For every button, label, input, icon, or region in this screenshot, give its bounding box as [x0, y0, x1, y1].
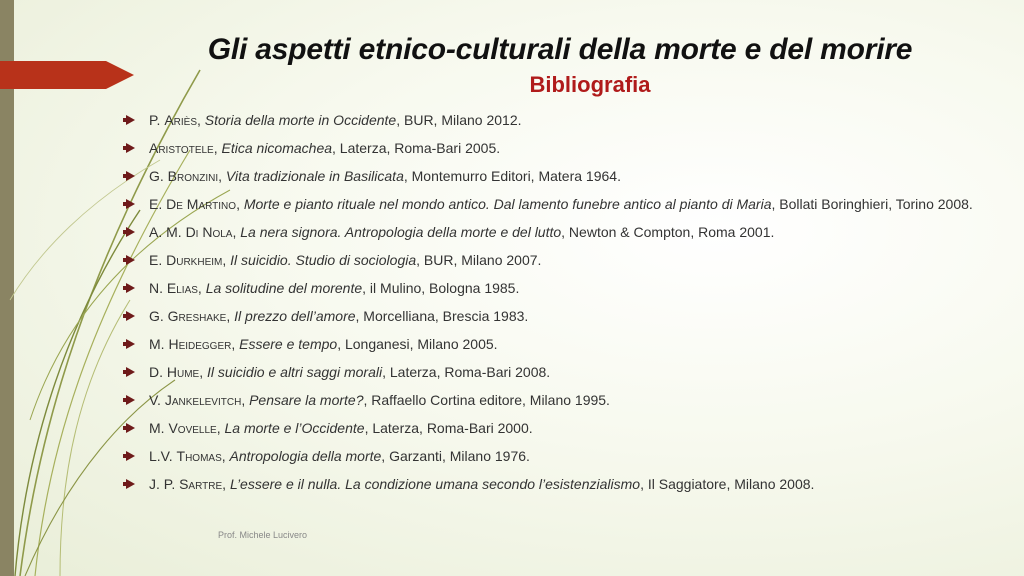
- list-item: L.V. Thomas, Antropologia della morte, Garzanti, Milano 1976.: [122, 447, 1002, 466]
- author-name: Heidegger: [168, 336, 232, 352]
- book-title: Etica nicomachea: [221, 140, 333, 156]
- list-item: D. Hume, Il suicidio e altri saggi morali, Laterza, Roma-Bari 2008.: [122, 363, 1002, 382]
- arrow-bullet-icon: [126, 423, 135, 433]
- book-title: Antropologia della morte: [229, 448, 382, 464]
- slide-title: Gli aspetti etnico-culturali della morte e del morire: [207, 33, 913, 66]
- arrow-bullet-icon: [126, 311, 135, 321]
- author-name: Thomas: [176, 448, 222, 464]
- list-item: E. Durkheim, Il suicidio. Studio di sociologia, BUR, Milano 2007.: [122, 251, 1002, 270]
- arrow-bullet-icon: [126, 339, 135, 349]
- arrow-bullet-icon: [126, 143, 135, 153]
- arrow-bullet-icon: [126, 367, 135, 377]
- list-item: V. Jankelevitch, Pensare la morte?, Raffaello Cortina editore, Milano 1995.: [122, 391, 1002, 410]
- title-arrow-shape: [0, 0, 140, 90]
- book-title: Storia della morte in Occidente: [204, 112, 397, 128]
- book-title: La solitudine del morente: [205, 280, 363, 296]
- list-item: P. Ariès, Storia della morte in Occidente, BUR, Milano 2012.: [122, 111, 1002, 130]
- book-title: Pensare la morte?: [249, 392, 364, 408]
- list-item: A. M. Di Nola, La nera signora. Antropologia della morte e del lutto, Newton & Compton, Roma 2001.: [122, 223, 1002, 242]
- book-title: Morte e pianto rituale nel mondo antico. Dal lamento funebre antico al pianto di Maria: [243, 196, 772, 212]
- list-item: N. Elias, La solitudine del morente, il Mulino, Bologna 1985.: [122, 279, 1002, 298]
- list-item: E. De Martino, Morte e pianto rituale nel mondo antico. Dal lamento funebre antico al pianto di Maria, Bollati Boringhieri, Torino 2008.: [122, 195, 1002, 214]
- author-name: Jankelevitch: [164, 392, 242, 408]
- book-title: Il prezzo dell’amore: [234, 308, 356, 324]
- book-title: La morte e l’Occidente: [224, 420, 365, 436]
- arrow-bullet-icon: [126, 395, 135, 405]
- book-title: Essere e tempo: [239, 336, 338, 352]
- arrow-bullet-icon: [126, 479, 135, 489]
- book-title: La nera signora. Antropologia della morte e del lutto: [240, 224, 562, 240]
- footer-author: Prof. Michele Lucivero: [218, 530, 308, 540]
- author-name: Hume: [166, 364, 200, 380]
- arrow-bullet-icon: [126, 199, 135, 209]
- list-item: M. Heidegger, Essere e tempo, Longanesi, Milano 2005.: [122, 335, 1002, 354]
- author-name: Bronzini: [167, 168, 219, 184]
- author-name: Elias: [166, 280, 198, 296]
- arrow-bullet-icon: [126, 115, 135, 125]
- author-name: Greshake: [167, 308, 227, 324]
- author-name: De Martino: [166, 196, 237, 212]
- list-item: Aristotele, Etica nicomachea, Laterza, Roma-Bari 2005.: [122, 139, 1002, 158]
- book-title: L’essere e il nulla. La condizione umana secondo l’esistenzialismo: [229, 476, 641, 492]
- author-name: Aristotele: [149, 140, 214, 156]
- list-item: M. Vovelle, La morte e l’Occidente, Laterza, Roma-Bari 2000.: [122, 419, 1002, 438]
- author-name: Vovelle: [168, 420, 217, 436]
- author-name: Sartre: [179, 476, 223, 492]
- author-name: Di Nola: [185, 224, 233, 240]
- bibliography-list: [122, 111, 1002, 503]
- book-title: Il suicidio e altri saggi morali: [207, 364, 383, 380]
- list-item: J. P. Sartre, L’essere e il nulla. La condizione umana secondo l’esistenzialismo, Il Saggiatore, Milano 2008.: [122, 475, 1002, 494]
- arrow-bullet-icon: [126, 283, 135, 293]
- book-title: Vita tradizionale in Basilicata: [225, 168, 404, 184]
- list-item: G. Greshake, Il prezzo dell’amore, Morcelliana, Brescia 1983.: [122, 307, 1002, 326]
- author-name: Durkheim: [166, 252, 223, 268]
- arrow-bullet-icon: [126, 171, 135, 181]
- slide-subtitle: Bibliografia: [529, 72, 651, 97]
- arrow-bullet-icon: [126, 451, 135, 461]
- arrow-bullet-icon: [126, 255, 135, 265]
- author-name: Ariès: [164, 112, 197, 128]
- arrow-bullet-icon: [126, 227, 135, 237]
- list-item: G. Bronzini, Vita tradizionale in Basilicata, Montemurro Editori, Matera 1964.: [122, 167, 1002, 186]
- book-title: Il suicidio. Studio di sociologia: [230, 252, 417, 268]
